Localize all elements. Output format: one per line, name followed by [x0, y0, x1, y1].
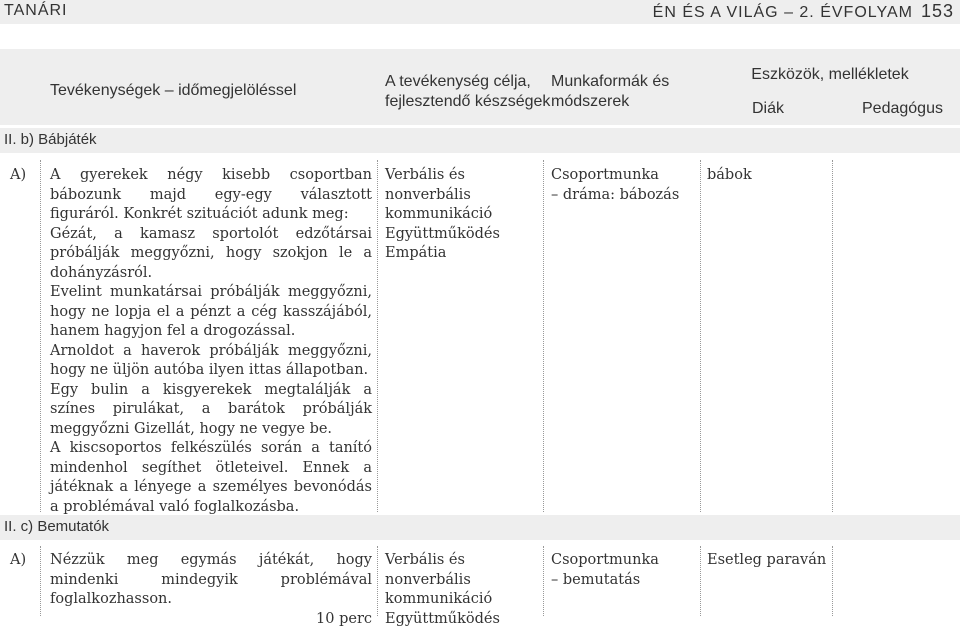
column-divider [543, 160, 544, 512]
activity-paragraph: Evelint munkatársai próbálják meggyőzni, hogy ne lopja el a pénzt a cég kasszájából, hanem hagyjon fel a drogozással. [50, 283, 372, 342]
col-header-methods-line2: módszerek [551, 93, 629, 111]
section-title: II. c) Bemutatók [4, 518, 109, 535]
goal-item: Empátia [385, 244, 545, 264]
col-header-goals-line2: fejlesztendő készségek [385, 93, 550, 111]
section-title-bar [0, 128, 960, 153]
header-left-title: TANÁRI [4, 0, 67, 22]
col-header-student: Diák [752, 100, 784, 118]
column-divider [543, 546, 544, 616]
goal-item: kommunikáció [385, 590, 545, 610]
time-estimate: 10 perc [50, 610, 372, 629]
activity-paragraph: Nézzük meg egymás játékát, hogy mindenki mindegyik problémával foglalkozhasson. [50, 551, 372, 610]
header-book-title: ÉN ÉS A VILÁG – 2. ÉVFOLYAM [653, 4, 913, 21]
goal-item: Verbális és nonverbális [385, 551, 545, 590]
activity-paragraph: A gyerekek négy kisebb csoportban bábozunk majd egy-egy választott figuráról. Konkrét szituációt adunk meg: [50, 166, 372, 225]
column-divider [377, 546, 378, 616]
activity-text [50, 551, 372, 629]
student-tools-cell: Esetleg paraván [707, 551, 842, 571]
column-divider [40, 160, 41, 512]
row-label: A) [10, 166, 26, 186]
goal-item: Verbális és nonverbális [385, 166, 545, 205]
column-divider [40, 546, 41, 616]
activity-paragraph: A kiscsoportos felkészülés során a tanító mindenhol segíthet ötleteivel. Ennek a játéknak a lényege a személyes bevonódás a problémával való foglalkozásba. [50, 439, 372, 517]
col-header-activities: Tevékenységek – időmegjelöléssel [50, 82, 296, 100]
methods-cell [551, 166, 696, 205]
student-tools-cell: bábok [707, 166, 827, 186]
column-divider [700, 160, 701, 512]
column-divider [377, 160, 378, 512]
goal-item: Együttműködés [385, 225, 545, 245]
col-header-methods-line1: Munkaformák és [551, 73, 669, 91]
page-header [0, 0, 960, 24]
page-number: 153 [921, 1, 954, 21]
method-item: – dráma: bábozás [551, 186, 696, 206]
goal-item: kommunikáció [385, 205, 545, 225]
header-right-title [653, 0, 954, 24]
goals-cell [385, 166, 545, 264]
method-item: – bemutatás [551, 571, 696, 591]
section-title-bar [0, 515, 960, 540]
table-header [0, 49, 960, 125]
col-header-goals-line1: A tevékenység célja, [385, 73, 531, 91]
method-item: Csoportmunka [551, 551, 696, 571]
activity-text [50, 166, 372, 537]
col-header-tools: Eszközök, mellékletek [700, 66, 960, 84]
col-header-teacher: Pedagógus [862, 100, 943, 118]
column-divider [832, 546, 833, 616]
row-label: A) [10, 551, 26, 571]
methods-cell [551, 551, 696, 590]
goals-cell [385, 551, 545, 629]
method-item: Csoportmunka [551, 166, 696, 186]
column-divider [700, 546, 701, 616]
activity-paragraph: Arnoldot a haverok próbálják meggyőzni, hogy ne üljön autóba ilyen ittas állapotban. [50, 342, 372, 381]
section-title: II. b) Bábjáték [4, 131, 97, 148]
activity-paragraph: Gézát, a kamasz sportolót edzőtársai próbálják meggyőzni, hogy szokjon le a dohányzásról. [50, 225, 372, 284]
goal-item: Együttműködés [385, 610, 545, 629]
activity-paragraph: Egy bulin a kisgyerekek megtalálják a színes pirulákat, a barátok próbálják meggyőzni Gizellát, hogy ne vegye be. [50, 381, 372, 440]
column-divider [832, 160, 833, 512]
